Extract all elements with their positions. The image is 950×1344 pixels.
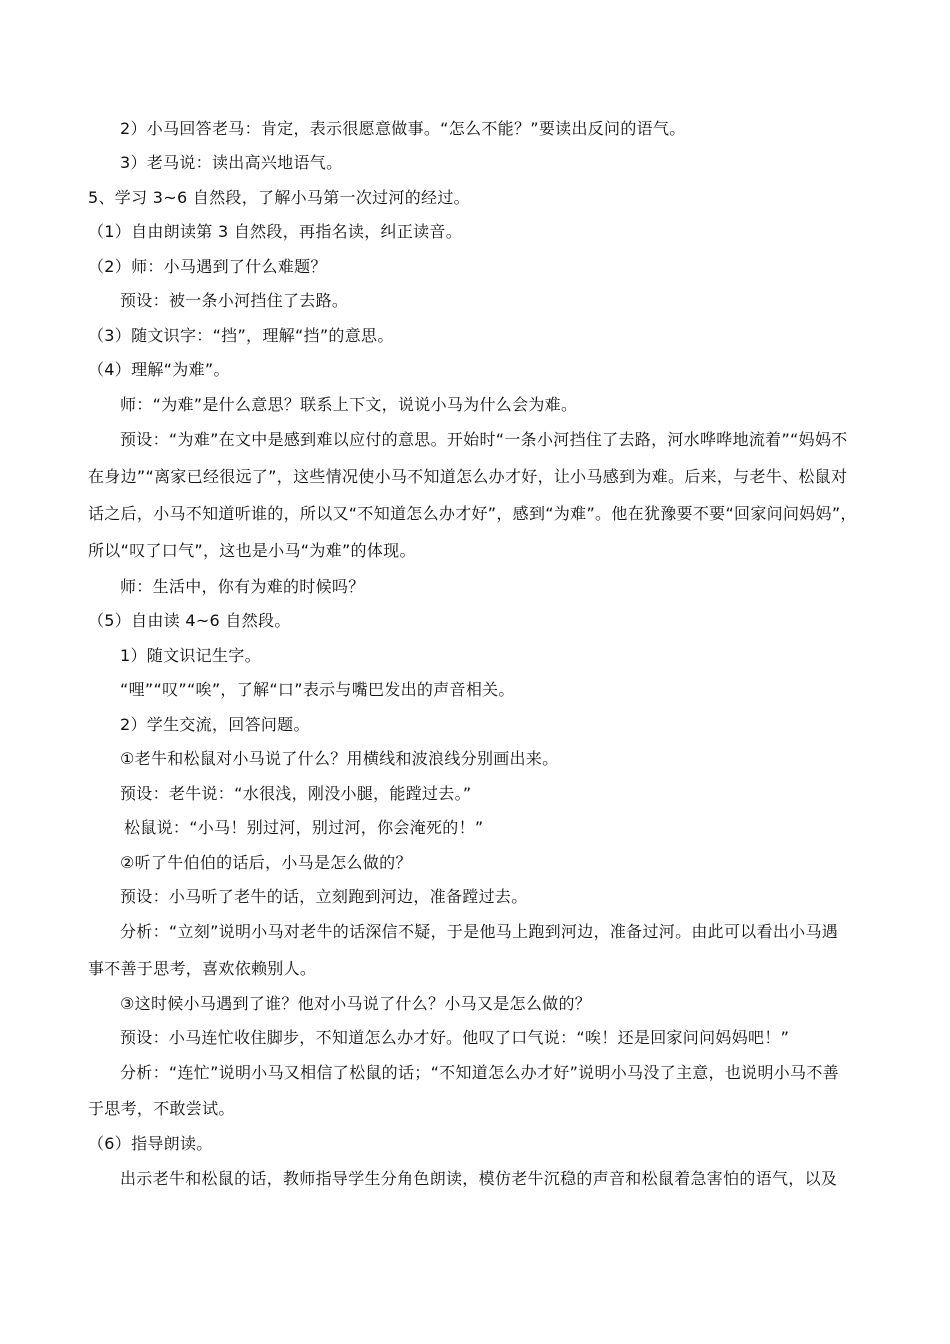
text-line: 分析：“连忙”说明小马又相信了松鼠的话；“不知道怎么办才好”说明小马没了主意，也说明小马不善 [120,1063,839,1082]
text-line: （6）指导朗读。 [88,1134,213,1153]
text-line: 2）小马回答老马：肯定，表示很愿意做事。“怎么不能？”要读出反问的语气。 [120,119,686,138]
text-line: 预设：老牛说：“水很浅，刚没小腿，能蹚过去。” [120,784,472,803]
text-line: 3）老马说：读出高兴地语气。 [120,153,343,172]
text-line: 师：生活中，你有为难的时候吗？ [120,577,365,596]
text-line: 2）学生交流，回答问题。 [120,715,310,734]
text-line: ③这时候小马遇到了谁？他对小马说了什么？小马又是怎么做的？ [120,994,592,1013]
text-line: 师：“为难”是什么意思？联系上下文，说说小马为什么会为难。 [120,395,578,414]
text-line: 5、学习 3~6 自然段，了解小马第一次过河的经过。 [88,188,470,207]
text-line: 话之后，小马不知道听谁的，所以又“不知道怎么办才好”，感到“为难”。他在犹豫要不要“回家问问妈妈”， [88,504,857,523]
text-line: 分析：“立刻”说明小马对老牛的话深信不疑，于是他马上跑到河边，准备过河。由此可以看出小马遇 [120,922,839,941]
text-line: 于思考，不敢尝试。 [88,1099,235,1118]
text-line: 出示老牛和松鼠的话，教师指导学生分角色朗读，模仿老牛沉稳的声音和松鼠着急害怕的语气，以及 [120,1169,838,1188]
text-line: （1）自由朗读第 3 自然段，再指名读，纠正读音。 [88,222,463,241]
text-line: （4）理解“为难”。 [88,360,230,379]
text-line: 预设：小马连忙收住脚步，不知道怎么办才好。他叹了口气说：“唉！还是回家问问妈妈吧！” [120,1028,790,1047]
text-line: 松鼠说：“小马！别过河，别过河，你会淹死的！” [124,818,484,837]
text-line: （2）师：小马遇到了什么难题？ [88,257,327,276]
text-line: ②听了牛伯伯的话后，小马是怎么做的？ [120,853,412,872]
text-line: 事不善于思考，喜欢依赖别人。 [88,959,317,978]
text-line: 在身边”“离家已经很远了”，这些情况使小马不知道怎么办才好，让小马感到为难。后来，与老牛、松鼠对 [88,467,848,486]
text-line: 预设：小马听了老牛的话，立刻跑到河边，准备蹚过去。 [120,887,528,906]
text-line: 1）随文识记生字。 [120,646,261,665]
text-line: 预设：“为难”在文中是感到难以应付的意思。开始时“一条小河挡住了去路，河水哗哗地流着”“妈妈不 [120,430,848,449]
text-line: ①老牛和松鼠对小马说了什么？用横线和波浪线分别画出来。 [120,749,559,768]
text-line: 预设：被一条小河挡住了去路。 [120,291,349,310]
text-line: （5）自由读 4~6 自然段。 [88,611,291,630]
text-line: “哩”“叹”“唉”，了解“口”表示与嘴巴发出的声音相关。 [120,680,515,699]
text-line: 所以“叹了口气”，这也是小马“为难”的体现。 [88,541,416,560]
text-line: （3）随文识字：“挡”，理解“挡”的意思。 [88,326,394,345]
